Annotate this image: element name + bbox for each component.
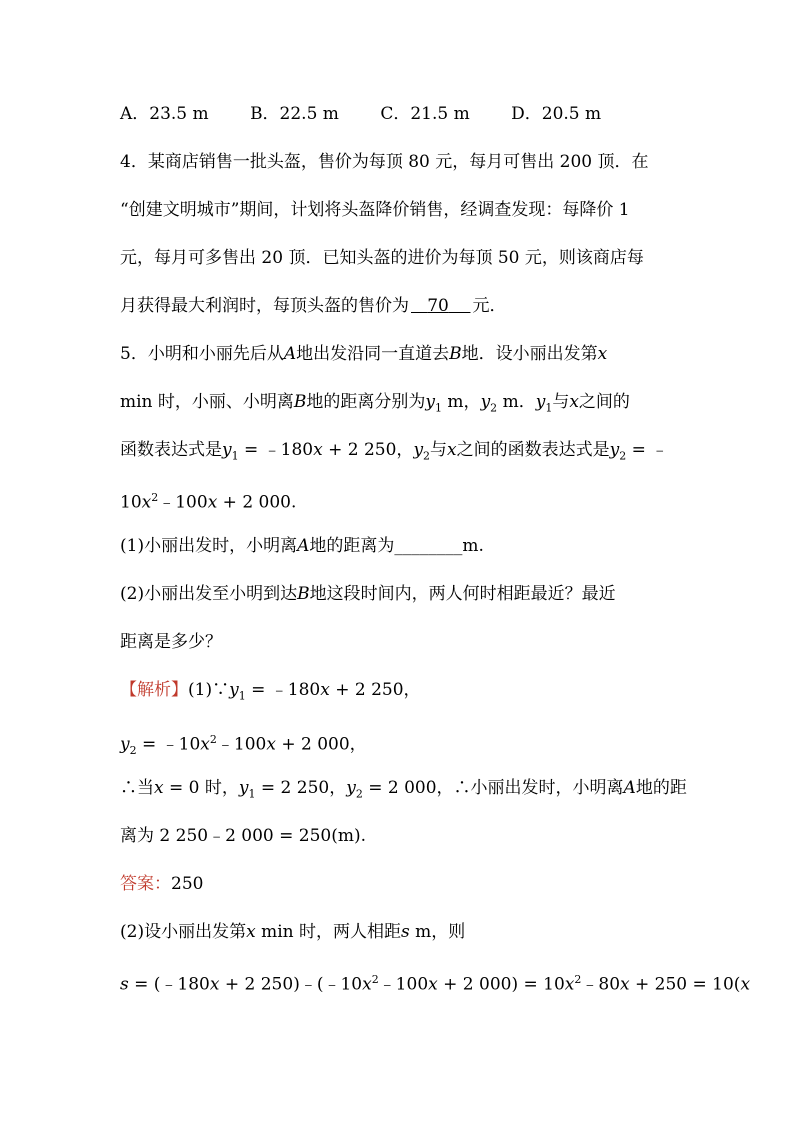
q5-line-2 bbox=[120, 391, 630, 419]
text: = 2 000，∴小丽出发时，小明离 bbox=[362, 778, 624, 798]
text: min 时，小丽、小明离 bbox=[120, 392, 294, 412]
q4-line-3: 元，每月可多售出 20 顶．已知头盔的进价为每顶 50 元，则该商店每 bbox=[120, 248, 644, 268]
text: 地．设小丽出发第 bbox=[461, 344, 598, 364]
text: + 2 000. bbox=[217, 492, 297, 513]
text: ﹣100 bbox=[158, 492, 208, 513]
var-x: x bbox=[564, 974, 575, 995]
text: = ﹣10 bbox=[136, 734, 201, 755]
sup: 2 bbox=[371, 973, 379, 986]
text: 10 bbox=[120, 492, 142, 513]
var-x: x bbox=[428, 974, 438, 995]
var-s: s bbox=[401, 922, 410, 942]
option-d: D．20.5 m bbox=[511, 104, 602, 124]
var-x: x bbox=[569, 392, 579, 412]
sup: 2 bbox=[151, 491, 159, 504]
var-b: B bbox=[297, 584, 310, 604]
text: 之间的 bbox=[578, 392, 630, 412]
q5-line-3 bbox=[120, 439, 668, 467]
solution-line-3 bbox=[120, 777, 687, 805]
var-x: x bbox=[320, 680, 330, 700]
text: = (﹣180 bbox=[128, 974, 210, 995]
sub: 1 bbox=[248, 787, 256, 801]
q5-part-1 bbox=[120, 535, 484, 557]
q4-line-4-prefix: 月获得最大利润时，每顶头盔的售价为 bbox=[120, 296, 409, 316]
text: + 2 250， bbox=[322, 440, 414, 460]
solution-tag: 【解析】 bbox=[120, 680, 188, 700]
q4-answer: 70 bbox=[427, 296, 449, 316]
text: m. bbox=[462, 536, 484, 556]
sub: 2 bbox=[423, 449, 431, 463]
q4-line-4 bbox=[120, 295, 506, 317]
solution-equation bbox=[120, 969, 750, 996]
solution-line-4: 离为 2 250﹣2 000 = 250(m). bbox=[120, 826, 367, 846]
text: ﹣100 bbox=[378, 974, 429, 995]
text: + 250 = 10( bbox=[629, 974, 741, 995]
sup: 2 bbox=[574, 973, 582, 986]
sub: 1 bbox=[435, 401, 443, 415]
var-x: x bbox=[447, 440, 457, 460]
text: (2)设小丽出发第 bbox=[120, 922, 247, 942]
var-y: y bbox=[238, 778, 249, 798]
text: (2)小丽出发至小明到达 bbox=[120, 584, 298, 604]
q3-options-row bbox=[120, 103, 637, 125]
var-x: x bbox=[200, 734, 210, 755]
q4-line-2: “创建文明城市”期间，计划将头盔降价销售，经调查发现：每降价 1 bbox=[120, 200, 630, 220]
sup: 2 bbox=[209, 733, 217, 746]
solution-line-2 bbox=[120, 729, 367, 762]
text: 之间的函数表达式是 bbox=[456, 440, 610, 460]
answer-line bbox=[120, 873, 203, 895]
text: 与 bbox=[430, 440, 448, 460]
q5-line-1 bbox=[120, 343, 607, 365]
var-y: y bbox=[222, 440, 232, 460]
var-y: y bbox=[425, 392, 436, 412]
text: 地这段时间内，两人何时相距最近？最近 bbox=[309, 584, 616, 604]
answer-value: 250 bbox=[171, 874, 204, 894]
sub: 2 bbox=[490, 401, 498, 415]
text: + 2 000) = 10 bbox=[437, 974, 565, 995]
text: ﹣100 bbox=[216, 734, 267, 755]
text: m． bbox=[497, 392, 536, 412]
sub: 1 bbox=[231, 449, 239, 463]
text: + 2 000， bbox=[275, 734, 367, 755]
text: (1)∵ bbox=[188, 680, 230, 700]
sub: 2 bbox=[619, 449, 627, 463]
sub: 2 bbox=[355, 787, 363, 801]
text: = ﹣ bbox=[626, 440, 669, 460]
text: m，则 bbox=[409, 922, 466, 942]
var-x: x bbox=[141, 492, 152, 513]
answer-blank: ________ bbox=[394, 536, 463, 556]
answer-label: 答案： bbox=[120, 874, 171, 894]
solution-part-2 bbox=[120, 921, 465, 943]
var-y: y bbox=[413, 440, 424, 460]
q5-line-4 bbox=[120, 487, 296, 514]
var-x: x bbox=[362, 974, 372, 995]
var-b: B bbox=[293, 392, 307, 412]
q4-line-1: 4．某商店销售一批头盔，售价为每顶 80 元，每月可售出 200 顶．在 bbox=[120, 152, 649, 172]
var-x: x bbox=[620, 974, 630, 995]
option-c: C．21.5 m bbox=[380, 104, 470, 124]
var-x: x bbox=[266, 734, 276, 755]
option-b: B．22.5 m bbox=[250, 104, 339, 124]
text: + 2 250)﹣(﹣10 bbox=[219, 974, 363, 995]
var-x: x bbox=[246, 922, 256, 942]
solution-line-1 bbox=[120, 679, 421, 707]
var-x: x bbox=[207, 492, 218, 513]
text: m， bbox=[442, 392, 481, 412]
var-y: y bbox=[346, 778, 356, 798]
text: = 2 250， bbox=[255, 778, 347, 798]
text: = ﹣180 bbox=[238, 440, 314, 460]
var-a: A bbox=[623, 778, 636, 798]
text: + 2 250， bbox=[329, 680, 421, 700]
text: 地出发沿同一直道去 bbox=[296, 344, 450, 364]
text: 函数表达式是 bbox=[120, 440, 222, 460]
var-x: x bbox=[597, 344, 608, 364]
text: (1)小丽出发时，小明离 bbox=[120, 536, 298, 556]
text: ∴当 bbox=[120, 778, 154, 798]
var-x: x bbox=[209, 974, 220, 995]
var-y: y bbox=[535, 392, 546, 412]
var-x: x bbox=[154, 778, 164, 798]
var-y: y bbox=[480, 392, 491, 412]
q4-answer-blank bbox=[409, 295, 472, 317]
text: = 0 时， bbox=[163, 778, 239, 798]
text: min 时，两人相距 bbox=[255, 922, 402, 942]
var-b: B bbox=[449, 344, 462, 364]
text: 地的距离分别为 bbox=[306, 392, 426, 412]
var-y: y bbox=[609, 440, 620, 460]
var-x: x bbox=[740, 974, 751, 995]
var-x: x bbox=[313, 440, 323, 460]
var-a: A bbox=[297, 536, 310, 556]
option-a: A．23.5 m bbox=[120, 104, 209, 124]
var-y: y bbox=[229, 680, 239, 700]
text: 地的距 bbox=[635, 778, 687, 798]
text: = ﹣180 bbox=[245, 680, 321, 700]
text: 与 bbox=[552, 392, 570, 412]
var-a: A bbox=[283, 344, 297, 364]
sub: 1 bbox=[238, 689, 246, 703]
sub: 2 bbox=[129, 744, 137, 758]
q5-part-2 bbox=[120, 583, 616, 605]
text: 5．小明和小丽先后从 bbox=[120, 344, 284, 364]
q5-part-2-line-2: 距离是多少？ bbox=[120, 632, 222, 652]
text: ﹣80 bbox=[581, 974, 621, 995]
var-s: s bbox=[120, 974, 129, 995]
q4-line-4-suffix: 元． bbox=[472, 296, 507, 316]
var-y: y bbox=[120, 734, 130, 755]
sub: 1 bbox=[545, 401, 553, 415]
text: 地的距离为 bbox=[309, 536, 395, 556]
